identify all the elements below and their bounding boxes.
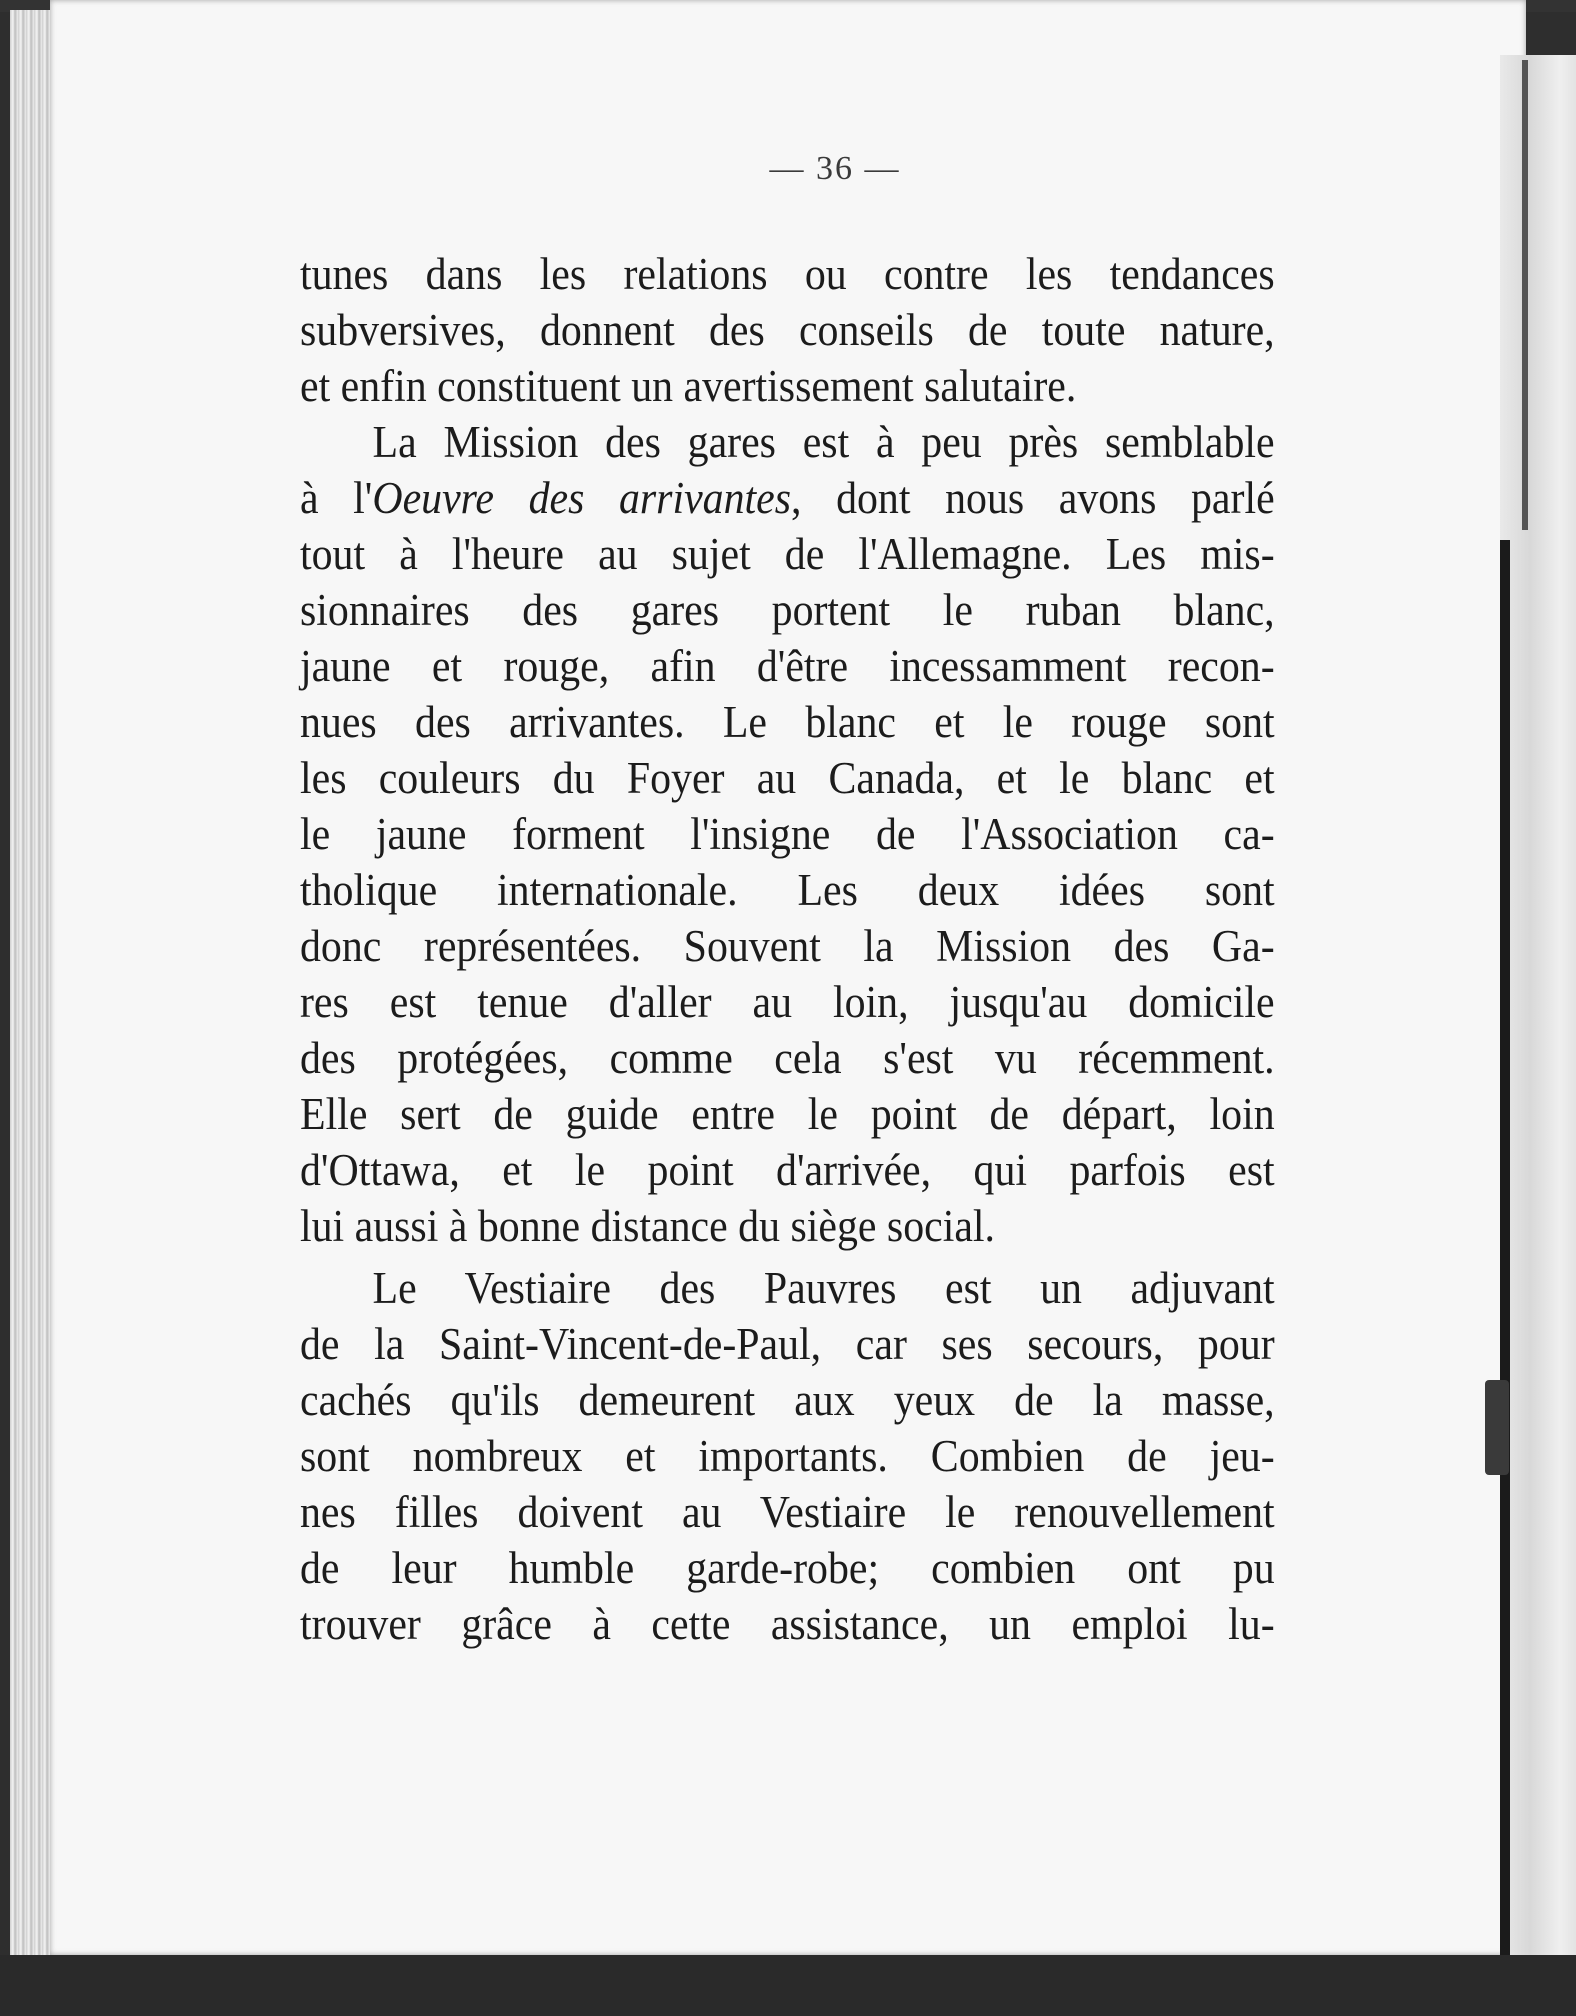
text-line: cachés qu'ils demeurent aux yeux de la masse, (300, 1375, 1275, 1425)
text-line: sionnaires des gares portent le ruban blanc, (300, 585, 1275, 635)
text-line: nes filles doivent au Vestiaire le renouvellement (300, 1487, 1275, 1537)
text-line: et enfin constituent un avertissement salutaire. (300, 361, 1077, 411)
text-line: Elle sert de guide entre le point de départ, loin (300, 1089, 1275, 1139)
text-line: de leur humble garde-robe; combien ont pu (300, 1543, 1275, 1593)
text-line: les couleurs du Foyer au Canada, et le blanc et (300, 753, 1275, 803)
page-number: — 36 — (769, 150, 901, 187)
text-line: nues des arrivantes. Le blanc et le rouge sont (300, 697, 1275, 747)
text-line: le jaune forment l'insigne de l'Association ca- (300, 809, 1275, 859)
text-line: lui aussi à bonne distance du siège social. (300, 1201, 996, 1251)
text-line: de la Saint-Vincent-de-Paul, car ses secours, pour (300, 1319, 1275, 1369)
italic-title: Oeuvre des arrivantes (372, 473, 792, 523)
page-text (300, 150, 1275, 1652)
text-line: tout à l'heure au sujet de l'Allemagne. Les mis- (300, 529, 1275, 579)
text-line: tholique internationale. Les deux idées sont (300, 865, 1275, 915)
text-line: subversives, donnent des conseils de toute nature, (300, 305, 1275, 355)
text-line: Le Vestiaire des Pauvres est un adjuvant (372, 1263, 1275, 1313)
book-binding (1500, 55, 1576, 1955)
text-line: La Mission des gares est à peu près semblable (372, 417, 1275, 467)
text-line: res est tenue d'aller au loin, jusqu'au domicile (300, 977, 1275, 1027)
text-line: jaune et rouge, afin d'être incessamment recon- (300, 641, 1275, 691)
text-line: donc représentées. Souvent la Mission des Ga- (300, 921, 1275, 971)
scan-border-bottom (0, 1955, 1576, 2016)
text-line: trouver grâce à cette assistance, un emploi lu- (300, 1599, 1275, 1649)
text-line: sont nombreux et importants. Combien de jeu- (300, 1431, 1275, 1481)
text-line-with-italic (300, 470, 1275, 526)
text-fragment: , dont nous avons parlé (791, 473, 1275, 523)
binding-shadow-top (1522, 60, 1528, 530)
binding-shadow-main (1500, 540, 1510, 1980)
text-line: tunes dans les relations ou contre les tendances (300, 249, 1275, 299)
binding-clip (1485, 1380, 1509, 1475)
text-fragment: à l' (300, 473, 373, 523)
text-line: des protégées, comme cela s'est vu récemment. (300, 1033, 1275, 1083)
text-line: d'Ottawa, et le point d'arrivée, qui parfois est (300, 1145, 1275, 1195)
